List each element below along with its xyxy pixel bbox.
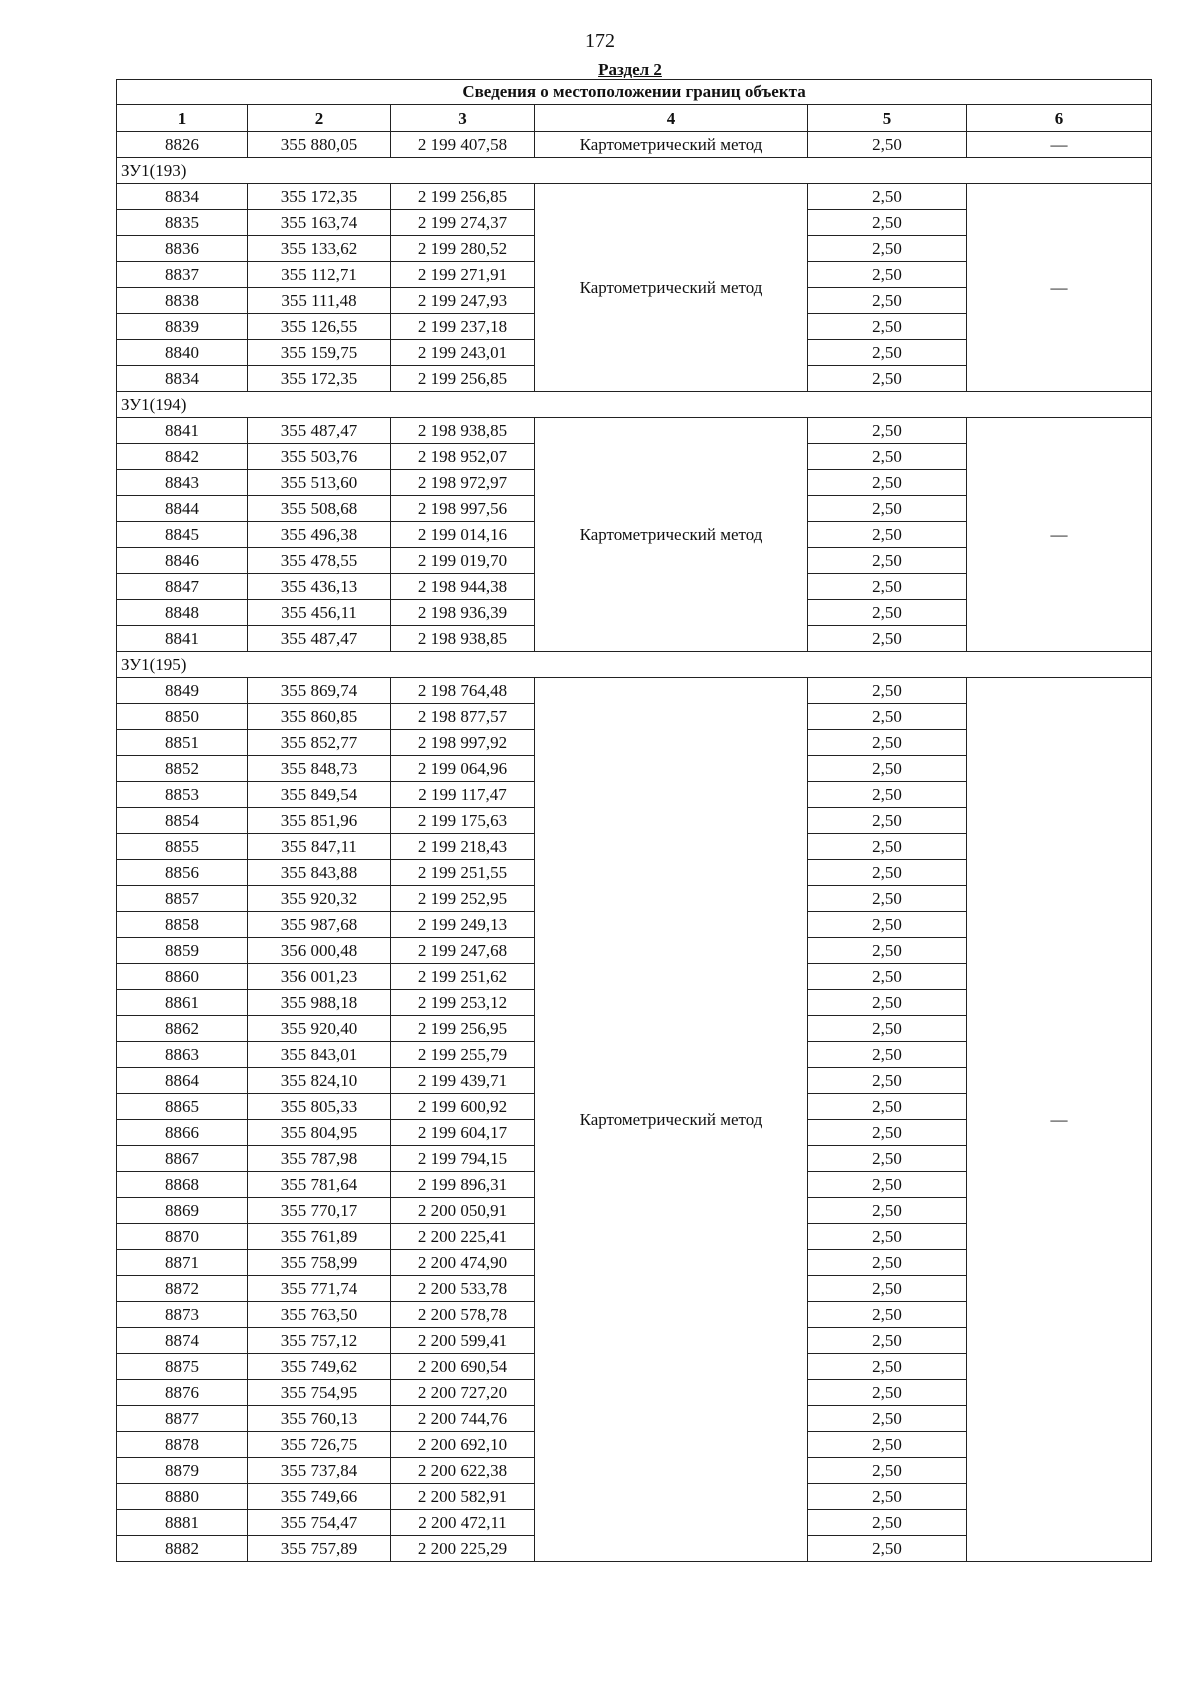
accuracy-cell: 2,50 (808, 1406, 967, 1432)
y-coordinate-cell: 2 199 600,92 (391, 1094, 535, 1120)
note-cell: — (967, 418, 1152, 652)
x-coordinate-cell: 355 513,60 (248, 470, 391, 496)
y-coordinate-cell: 2 199 249,13 (391, 912, 535, 938)
point-number-cell: 8837 (117, 262, 248, 288)
column-header: 3 (391, 105, 535, 132)
y-coordinate-cell: 2 199 439,71 (391, 1068, 535, 1094)
y-coordinate-cell: 2 199 218,43 (391, 834, 535, 860)
point-number-cell: 8834 (117, 366, 248, 392)
point-number-cell: 8860 (117, 964, 248, 990)
point-number-cell: 8848 (117, 600, 248, 626)
x-coordinate-cell: 355 508,68 (248, 496, 391, 522)
accuracy-cell: 2,50 (808, 1510, 967, 1536)
accuracy-cell: 2,50 (808, 574, 967, 600)
x-coordinate-cell: 355 478,55 (248, 548, 391, 574)
accuracy-cell: 2,50 (808, 1042, 967, 1068)
method-cell: Картометрический метод (535, 418, 808, 652)
x-coordinate-cell: 355 851,96 (248, 808, 391, 834)
y-coordinate-cell: 2 200 578,78 (391, 1302, 535, 1328)
accuracy-cell: 2,50 (808, 1354, 967, 1380)
y-coordinate-cell: 2 199 019,70 (391, 548, 535, 574)
point-number-cell: 8879 (117, 1458, 248, 1484)
y-coordinate-cell: 2 198 938,85 (391, 626, 535, 652)
point-number-cell: 8868 (117, 1172, 248, 1198)
accuracy-cell: 2,50 (808, 938, 967, 964)
point-number-cell: 8841 (117, 626, 248, 652)
accuracy-cell: 2,50 (808, 418, 967, 444)
point-number-cell: 8835 (117, 210, 248, 236)
y-coordinate-cell: 2 200 727,20 (391, 1380, 535, 1406)
note-cell: — (967, 184, 1152, 392)
accuracy-cell: 2,50 (808, 678, 967, 704)
accuracy-cell: 2,50 (808, 756, 967, 782)
table-row (117, 678, 1152, 704)
column-header: 2 (248, 105, 391, 132)
table-row (117, 418, 1152, 444)
x-coordinate-cell: 355 496,38 (248, 522, 391, 548)
point-number-cell: 8836 (117, 236, 248, 262)
x-coordinate-cell: 355 758,99 (248, 1250, 391, 1276)
y-coordinate-cell: 2 199 247,68 (391, 938, 535, 964)
table-header-row (117, 105, 1152, 132)
x-coordinate-cell: 355 456,11 (248, 600, 391, 626)
y-coordinate-cell: 2 199 237,18 (391, 314, 535, 340)
accuracy-cell: 2,50 (808, 210, 967, 236)
accuracy-cell: 2,50 (808, 470, 967, 496)
y-coordinate-cell: 2 199 247,93 (391, 288, 535, 314)
point-number-cell: 8839 (117, 314, 248, 340)
x-coordinate-cell: 355 987,68 (248, 912, 391, 938)
accuracy-cell: 2,50 (808, 912, 967, 938)
x-coordinate-cell: 355 920,32 (248, 886, 391, 912)
x-coordinate-cell: 355 163,74 (248, 210, 391, 236)
x-coordinate-cell: 355 737,84 (248, 1458, 391, 1484)
x-coordinate-cell: 355 852,77 (248, 730, 391, 756)
y-coordinate-cell: 2 199 251,62 (391, 964, 535, 990)
x-coordinate-cell: 355 112,71 (248, 262, 391, 288)
point-number-cell: 8881 (117, 1510, 248, 1536)
y-coordinate-cell: 2 199 251,55 (391, 860, 535, 886)
accuracy-cell: 2,50 (808, 704, 967, 730)
y-coordinate-cell: 2 200 474,90 (391, 1250, 535, 1276)
y-coordinate-cell: 2 199 407,58 (391, 132, 535, 158)
point-number-cell: 8874 (117, 1328, 248, 1354)
point-number-cell: 8852 (117, 756, 248, 782)
point-number-cell: 8861 (117, 990, 248, 1016)
accuracy-cell: 2,50 (808, 1432, 967, 1458)
x-coordinate-cell: 355 172,35 (248, 366, 391, 392)
method-cell: Картометрический метод (535, 132, 808, 158)
point-number-cell: 8875 (117, 1354, 248, 1380)
method-cell: Картометрический метод (535, 678, 808, 1562)
y-coordinate-cell: 2 199 280,52 (391, 236, 535, 262)
column-header: 1 (117, 105, 248, 132)
x-coordinate-cell: 355 436,13 (248, 574, 391, 600)
point-number-cell: 8840 (117, 340, 248, 366)
y-coordinate-cell: 2 198 938,85 (391, 418, 535, 444)
point-number-cell: 8838 (117, 288, 248, 314)
y-coordinate-cell: 2 199 274,37 (391, 210, 535, 236)
x-coordinate-cell: 355 503,76 (248, 444, 391, 470)
table-row (117, 184, 1152, 210)
boundary-coordinates-table (116, 79, 1152, 1562)
y-coordinate-cell: 2 200 225,41 (391, 1224, 535, 1250)
point-number-cell: 8862 (117, 1016, 248, 1042)
y-coordinate-cell: 2 199 175,63 (391, 808, 535, 834)
x-coordinate-cell: 356 001,23 (248, 964, 391, 990)
point-number-cell: 8853 (117, 782, 248, 808)
y-coordinate-cell: 2 199 117,47 (391, 782, 535, 808)
accuracy-cell: 2,50 (808, 1224, 967, 1250)
x-coordinate-cell: 355 761,89 (248, 1224, 391, 1250)
y-coordinate-cell: 2 199 253,12 (391, 990, 535, 1016)
column-header: 5 (808, 105, 967, 132)
x-coordinate-cell: 355 787,98 (248, 1146, 391, 1172)
note-cell: — (967, 132, 1152, 158)
note-cell: — (967, 678, 1152, 1562)
y-coordinate-cell: 2 200 744,76 (391, 1406, 535, 1432)
group-header-row (117, 652, 1152, 678)
point-number-cell: 8872 (117, 1276, 248, 1302)
accuracy-cell: 2,50 (808, 1120, 967, 1146)
point-number-cell: 8854 (117, 808, 248, 834)
accuracy-cell: 2,50 (808, 314, 967, 340)
point-number-cell: 8842 (117, 444, 248, 470)
accuracy-cell: 2,50 (808, 184, 967, 210)
y-coordinate-cell: 2 200 472,11 (391, 1510, 535, 1536)
accuracy-cell: 2,50 (808, 626, 967, 652)
accuracy-cell: 2,50 (808, 1380, 967, 1406)
y-coordinate-cell: 2 200 225,29 (391, 1536, 535, 1562)
y-coordinate-cell: 2 198 972,97 (391, 470, 535, 496)
x-coordinate-cell: 355 920,40 (248, 1016, 391, 1042)
x-coordinate-cell: 356 000,48 (248, 938, 391, 964)
point-number-cell: 8880 (117, 1484, 248, 1510)
point-number-cell: 8871 (117, 1250, 248, 1276)
accuracy-cell: 2,50 (808, 834, 967, 860)
x-coordinate-cell: 355 726,75 (248, 1432, 391, 1458)
page-number: 172 (585, 30, 615, 52)
accuracy-cell: 2,50 (808, 1536, 967, 1562)
y-coordinate-cell: 2 199 896,31 (391, 1172, 535, 1198)
method-cell: Картометрический метод (535, 184, 808, 392)
x-coordinate-cell: 355 763,50 (248, 1302, 391, 1328)
y-coordinate-cell: 2 199 256,85 (391, 366, 535, 392)
group-name-cell: ЗУ1(195) (117, 652, 1152, 678)
table-caption: Сведения о местоположении границ объекта (117, 80, 1152, 105)
point-number-cell: 8855 (117, 834, 248, 860)
accuracy-cell: 2,50 (808, 1250, 967, 1276)
accuracy-cell: 2,50 (808, 990, 967, 1016)
y-coordinate-cell: 2 200 599,41 (391, 1328, 535, 1354)
accuracy-cell: 2,50 (808, 132, 967, 158)
accuracy-cell: 2,50 (808, 1484, 967, 1510)
point-number-cell: 8856 (117, 860, 248, 886)
accuracy-cell: 2,50 (808, 1458, 967, 1484)
point-number-cell: 8877 (117, 1406, 248, 1432)
x-coordinate-cell: 355 757,89 (248, 1536, 391, 1562)
accuracy-cell: 2,50 (808, 730, 967, 756)
point-number-cell: 8847 (117, 574, 248, 600)
x-coordinate-cell: 355 847,11 (248, 834, 391, 860)
accuracy-cell: 2,50 (808, 1198, 967, 1224)
x-coordinate-cell: 355 159,75 (248, 340, 391, 366)
group-name-cell: ЗУ1(193) (117, 158, 1152, 184)
accuracy-cell: 2,50 (808, 288, 967, 314)
accuracy-cell: 2,50 (808, 1302, 967, 1328)
x-coordinate-cell: 355 757,12 (248, 1328, 391, 1354)
point-number-cell: 8859 (117, 938, 248, 964)
x-coordinate-cell: 355 880,05 (248, 132, 391, 158)
point-number-cell: 8882 (117, 1536, 248, 1562)
y-coordinate-cell: 2 199 064,96 (391, 756, 535, 782)
y-coordinate-cell: 2 199 271,91 (391, 262, 535, 288)
x-coordinate-cell: 355 770,17 (248, 1198, 391, 1224)
y-coordinate-cell: 2 199 255,79 (391, 1042, 535, 1068)
accuracy-cell: 2,50 (808, 262, 967, 288)
accuracy-cell: 2,50 (808, 444, 967, 470)
accuracy-cell: 2,50 (808, 808, 967, 834)
x-coordinate-cell: 355 805,33 (248, 1094, 391, 1120)
x-coordinate-cell: 355 749,62 (248, 1354, 391, 1380)
y-coordinate-cell: 2 198 877,57 (391, 704, 535, 730)
y-coordinate-cell: 2 198 936,39 (391, 600, 535, 626)
column-header: 6 (967, 105, 1152, 132)
accuracy-cell: 2,50 (808, 1016, 967, 1042)
x-coordinate-cell: 355 487,47 (248, 418, 391, 444)
y-coordinate-cell: 2 200 690,54 (391, 1354, 535, 1380)
point-number-cell: 8851 (117, 730, 248, 756)
point-number-cell: 8878 (117, 1432, 248, 1458)
x-coordinate-cell: 355 860,85 (248, 704, 391, 730)
x-coordinate-cell: 355 126,55 (248, 314, 391, 340)
x-coordinate-cell: 355 133,62 (248, 236, 391, 262)
accuracy-cell: 2,50 (808, 522, 967, 548)
point-number-cell: 8873 (117, 1302, 248, 1328)
accuracy-cell: 2,50 (808, 1172, 967, 1198)
y-coordinate-cell: 2 199 256,95 (391, 1016, 535, 1042)
y-coordinate-cell: 2 200 622,38 (391, 1458, 535, 1484)
y-coordinate-cell: 2 200 692,10 (391, 1432, 535, 1458)
y-coordinate-cell: 2 198 952,07 (391, 444, 535, 470)
point-number-cell: 8850 (117, 704, 248, 730)
accuracy-cell: 2,50 (808, 1276, 967, 1302)
y-coordinate-cell: 2 198 764,48 (391, 678, 535, 704)
accuracy-cell: 2,50 (808, 236, 967, 262)
point-number-cell: 8876 (117, 1380, 248, 1406)
group-header-row (117, 158, 1152, 184)
x-coordinate-cell: 355 848,73 (248, 756, 391, 782)
x-coordinate-cell: 355 771,74 (248, 1276, 391, 1302)
y-coordinate-cell: 2 199 014,16 (391, 522, 535, 548)
point-number-cell: 8849 (117, 678, 248, 704)
point-number-cell: 8870 (117, 1224, 248, 1250)
point-number-cell: 8845 (117, 522, 248, 548)
point-number-cell: 8826 (117, 132, 248, 158)
table-caption-row (117, 80, 1152, 105)
group-name-cell: ЗУ1(194) (117, 392, 1152, 418)
accuracy-cell: 2,50 (808, 782, 967, 808)
point-number-cell: 8834 (117, 184, 248, 210)
accuracy-cell: 2,50 (808, 886, 967, 912)
x-coordinate-cell: 355 487,47 (248, 626, 391, 652)
point-number-cell: 8843 (117, 470, 248, 496)
y-coordinate-cell: 2 199 243,01 (391, 340, 535, 366)
accuracy-cell: 2,50 (808, 1328, 967, 1354)
x-coordinate-cell: 355 843,01 (248, 1042, 391, 1068)
y-coordinate-cell: 2 200 050,91 (391, 1198, 535, 1224)
accuracy-cell: 2,50 (808, 548, 967, 574)
accuracy-cell: 2,50 (808, 340, 967, 366)
y-coordinate-cell: 2 199 256,85 (391, 184, 535, 210)
point-number-cell: 8857 (117, 886, 248, 912)
x-coordinate-cell: 355 869,74 (248, 678, 391, 704)
x-coordinate-cell: 355 749,66 (248, 1484, 391, 1510)
point-number-cell: 8864 (117, 1068, 248, 1094)
x-coordinate-cell: 355 111,48 (248, 288, 391, 314)
x-coordinate-cell: 355 804,95 (248, 1120, 391, 1146)
point-number-cell: 8841 (117, 418, 248, 444)
accuracy-cell: 2,50 (808, 964, 967, 990)
point-number-cell: 8863 (117, 1042, 248, 1068)
point-number-cell: 8866 (117, 1120, 248, 1146)
accuracy-cell: 2,50 (808, 860, 967, 886)
point-number-cell: 8846 (117, 548, 248, 574)
accuracy-cell: 2,50 (808, 600, 967, 626)
y-coordinate-cell: 2 199 604,17 (391, 1120, 535, 1146)
table-row (117, 132, 1152, 158)
point-number-cell: 8869 (117, 1198, 248, 1224)
y-coordinate-cell: 2 200 533,78 (391, 1276, 535, 1302)
point-number-cell: 8865 (117, 1094, 248, 1120)
x-coordinate-cell: 355 760,13 (248, 1406, 391, 1432)
y-coordinate-cell: 2 199 794,15 (391, 1146, 535, 1172)
group-header-row (117, 392, 1152, 418)
y-coordinate-cell: 2 198 944,38 (391, 574, 535, 600)
point-number-cell: 8867 (117, 1146, 248, 1172)
accuracy-cell: 2,50 (808, 496, 967, 522)
y-coordinate-cell: 2 200 582,91 (391, 1484, 535, 1510)
y-coordinate-cell: 2 199 252,95 (391, 886, 535, 912)
point-number-cell: 8844 (117, 496, 248, 522)
x-coordinate-cell: 355 988,18 (248, 990, 391, 1016)
accuracy-cell: 2,50 (808, 1068, 967, 1094)
point-number-cell: 8858 (117, 912, 248, 938)
section-title: Раздел 2 (598, 60, 662, 79)
x-coordinate-cell: 355 754,47 (248, 1510, 391, 1536)
x-coordinate-cell: 355 754,95 (248, 1380, 391, 1406)
accuracy-cell: 2,50 (808, 1094, 967, 1120)
x-coordinate-cell: 355 849,54 (248, 782, 391, 808)
accuracy-cell: 2,50 (808, 1146, 967, 1172)
x-coordinate-cell: 355 172,35 (248, 184, 391, 210)
y-coordinate-cell: 2 198 997,92 (391, 730, 535, 756)
x-coordinate-cell: 355 781,64 (248, 1172, 391, 1198)
column-header: 4 (535, 105, 808, 132)
accuracy-cell: 2,50 (808, 366, 967, 392)
x-coordinate-cell: 355 824,10 (248, 1068, 391, 1094)
y-coordinate-cell: 2 198 997,56 (391, 496, 535, 522)
x-coordinate-cell: 355 843,88 (248, 860, 391, 886)
